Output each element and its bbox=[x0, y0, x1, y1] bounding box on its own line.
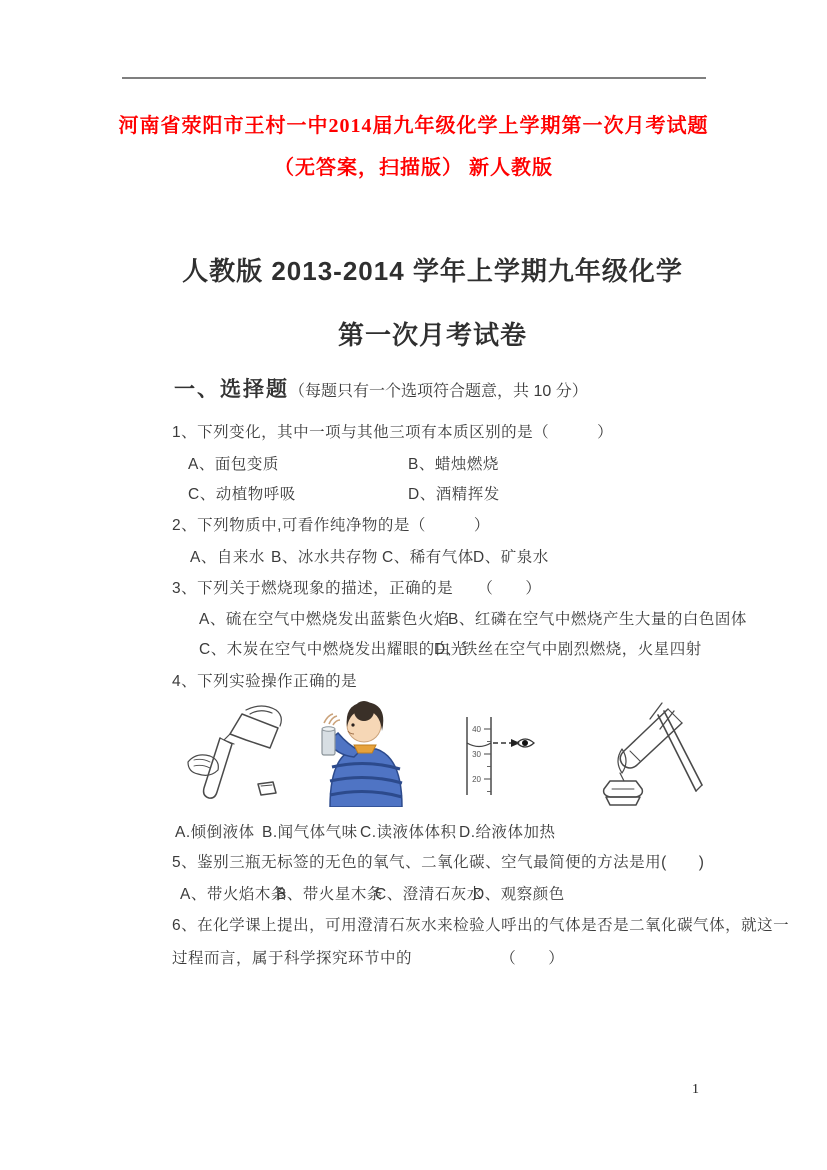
question-3-option-b: B、红磷在空气中燃烧产生大量的白色固体 bbox=[448, 611, 747, 628]
question-3-option-c: C、木炭在空气中燃烧发出耀眼的白光 bbox=[199, 641, 467, 658]
question-4-option-c: C.读液体体积 bbox=[360, 824, 457, 841]
question-1-text: 1、下列变化，其中一项与其他三项有本质区别的是（ ） bbox=[172, 424, 614, 441]
question-3-text: 3、下列关于燃烧现象的描述，正确的是 （ ） bbox=[172, 580, 542, 597]
question-6-text-line1: 6、在化学课上提出，可用澄清石灰水来检验人呼出的气体是否是二氧化碳气体，就这一 bbox=[172, 917, 790, 934]
document-title-line2: （无答案，扫描版） 新人教版 bbox=[274, 157, 553, 179]
section-label: 一、选择题 bbox=[174, 378, 289, 401]
question-6-text-line2: 过程而言，属于科学探究环节中的 （ ） bbox=[172, 950, 565, 967]
question-4-option-b: B.闻气体气味 bbox=[262, 824, 358, 841]
exam-heading-line2: 第一次月考试卷 bbox=[337, 320, 527, 350]
question-4-figures bbox=[150, 695, 715, 813]
question-1-option-b: B、蜡烛燃烧 bbox=[408, 456, 499, 473]
document-title-line1: 河南省荥阳市王村一中2014届九年级化学上学期第一次月考试题 bbox=[118, 115, 709, 137]
question-2-text: 2、下列物质中,可看作纯净物的是（ ） bbox=[172, 517, 490, 534]
exam-heading-line1: 人教版 2013-2014 学年上学期九年级化学 bbox=[182, 256, 683, 286]
cylinder-scale-40: 40 bbox=[472, 725, 481, 734]
question-1-option-c: C、动植物呼吸 bbox=[188, 486, 296, 503]
question-1-option-a: A、面包变质 bbox=[188, 456, 279, 473]
smelling-gas-figure bbox=[302, 695, 410, 807]
question-2-option-d: D、矿泉水 bbox=[473, 549, 549, 566]
question-1-option-d: D、酒精挥发 bbox=[408, 486, 500, 503]
scanned-exam-paper bbox=[150, 245, 790, 1015]
question-5-option-d: D、观察颜色 bbox=[473, 886, 565, 903]
question-3-option-d: D、铁丝在空气中剧烈燃烧，火星四射 bbox=[434, 641, 702, 658]
question-5-option-a: A、带火焰木条 bbox=[180, 886, 287, 903]
heating-liquid-figure bbox=[570, 697, 710, 809]
cylinder-scale-20: 20 bbox=[472, 775, 481, 784]
cylinder-scale-30: 30 bbox=[472, 750, 481, 759]
question-5-option-b: B、带火星木条 bbox=[276, 886, 383, 903]
question-4-option-d: D.给液体加热 bbox=[459, 824, 556, 841]
question-3-option-a: A、硫在空气中燃烧发出蓝紫色火焰 bbox=[199, 611, 450, 628]
reading-liquid-volume-figure bbox=[455, 715, 545, 797]
question-2-option-a: A、自来水 bbox=[190, 549, 265, 566]
question-4-option-a: A.倾倒液体 bbox=[175, 824, 255, 841]
question-5-text: 5、鉴别三瓶无标签的无色的氧气、二氧化碳、空气最简便的方法是用( ) bbox=[172, 854, 705, 871]
header-divider bbox=[122, 77, 706, 79]
page-number: 1 bbox=[692, 1082, 699, 1097]
section-header bbox=[174, 373, 588, 403]
question-2-option-b: B、冰水共存物 bbox=[271, 549, 378, 566]
question-2-option-c: C、稀有气体 bbox=[382, 549, 474, 566]
question-5-option-c: C、澄清石灰水 bbox=[375, 886, 483, 903]
question-4-text: 4、下列实验操作正确的是 bbox=[172, 673, 358, 690]
pouring-liquid-figure bbox=[180, 700, 295, 805]
section-note: （每题只有一个选项符合题意，共 10 分） bbox=[289, 383, 588, 400]
